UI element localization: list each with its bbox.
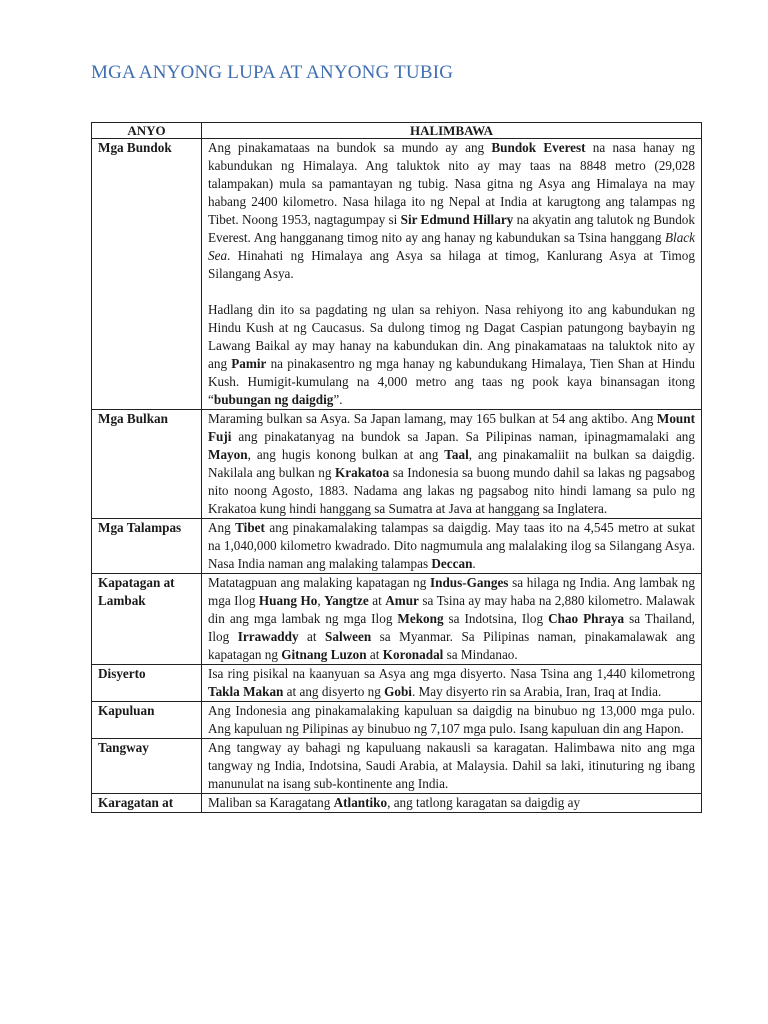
text-run: . Hinahati ng Himalaya ang Asya sa hilaga at timog, Kanlurang Asya at Timog Silangang Asya. bbox=[208, 248, 695, 281]
text-run: Matatagpuan ang malaking kapatagan ng bbox=[208, 575, 430, 590]
text-run: , bbox=[317, 593, 325, 608]
anyo-cell: Kapatagan at Lambak bbox=[92, 574, 202, 665]
bold-term: Chao Phraya bbox=[548, 611, 625, 626]
table-row bbox=[92, 739, 702, 794]
text-run: Isa ring pisikal na kaanyuan sa Asya ang mga disyerto. Nasa Tsina ang 1,440 kilometrong bbox=[208, 666, 695, 681]
halimbawa-cell bbox=[202, 665, 702, 702]
description-paragraph bbox=[208, 794, 695, 812]
anyo-cell: Disyerto bbox=[92, 665, 202, 702]
text-run: ang pinakatanyag na bundok sa Japan. Sa Pilipinas naman, ipinagmamalaki ang bbox=[231, 429, 695, 444]
text-run: at bbox=[368, 593, 386, 608]
bold-term: Sir Edmund Hillary bbox=[400, 212, 514, 227]
bold-term: Indus-Ganges bbox=[430, 575, 509, 590]
table-row bbox=[92, 574, 702, 665]
text-run: Ang bbox=[208, 520, 236, 535]
table-body bbox=[92, 139, 702, 813]
bold-term: Bundok Everest bbox=[491, 140, 586, 155]
description-paragraph bbox=[208, 739, 695, 793]
bold-term: bubungan ng daigdig bbox=[213, 392, 334, 407]
halimbawa-cell bbox=[202, 739, 702, 794]
text-run: ”. bbox=[333, 392, 343, 407]
header-halimbawa: HALIMBAWA bbox=[202, 123, 702, 139]
text-run: at ang disyerto ng bbox=[283, 684, 385, 699]
text-run: Maliban sa Karagatang bbox=[208, 795, 334, 810]
bold-term: Atlantiko bbox=[333, 795, 388, 810]
bold-term: Taal bbox=[444, 447, 469, 462]
bold-term: Pamir bbox=[231, 356, 267, 371]
table-header-row bbox=[92, 123, 702, 139]
description-paragraph bbox=[208, 519, 695, 573]
text-run: sa Indotsina, Ilog bbox=[443, 611, 549, 626]
bold-term: Takla Makan bbox=[208, 684, 284, 699]
header-anyo: ANYO bbox=[92, 123, 202, 139]
anyo-cell: Mga Talampas bbox=[92, 519, 202, 574]
anyo-cell: Mga Bulkan bbox=[92, 410, 202, 519]
bold-term: Deccan bbox=[431, 556, 473, 571]
text-run: sa Indonesia sa buong mundo dahil sa lakas ng pagsabog nito noong Agosto, 1883. Nadama ang lakas ng pagsabog nito hindi lamang sa pulo ng Krakatoa kung hindi hanggang sa Sumatra at Java at hanggang sa Inglatera. bbox=[208, 465, 695, 516]
table-row bbox=[92, 519, 702, 574]
description-paragraph bbox=[208, 301, 695, 409]
text-run: sa hilaga ng India. Ang lambak ng mga Ilog bbox=[208, 575, 695, 608]
halimbawa-cell bbox=[202, 139, 702, 410]
text-run: Ang pinakamataas na bundok sa mundo ay ang bbox=[208, 140, 492, 155]
halimbawa-cell bbox=[202, 794, 702, 813]
bold-term: Tibet bbox=[235, 520, 265, 535]
bold-term: Irrawaddy bbox=[237, 629, 299, 644]
text-run: Ang Indonesia ang pinakamalaking kapuluan sa daigdig na binubuo ng 13,000 mga pulo. Ang kapuluan ng Pilipinas ay binubuo ng 7,107 mga pulo. Isang kapuluan din ang Hapon. bbox=[208, 703, 695, 736]
bold-term: Salween bbox=[325, 629, 372, 644]
text-run: na pinakasentro ng mga hanay ng kabundukang Himalaya, Tien Shan at Hindu Kush. Humigit-kumulang na 4,000 metro ang taas ng pook kaya binansagan itong “ bbox=[208, 356, 695, 407]
text-run: na akyatin ang talutok ng Bundok Everest. Ang hangganang timog nito ay ang hanay ng kabundukan sa Tsina hanggang bbox=[208, 212, 695, 245]
landforms-table bbox=[91, 122, 702, 813]
bold-term: Mount Fuji bbox=[208, 411, 695, 444]
anyo-cell: Mga Bundok bbox=[92, 139, 202, 410]
bold-term: Mekong bbox=[397, 611, 444, 626]
table-row bbox=[92, 665, 702, 702]
anyo-cell: Tangway bbox=[92, 739, 202, 794]
text-run: Hadlang din ito sa pagdating ng ulan sa rehiyon. Nasa rehiyong ito ang kabundukan ng Hindu Kush at ng Caucasus. Sa dulong timog ng Dagat Caspian patungong baybayin ng Lawang Baikal ay may hanay na kabundukan din. Ang pinakamataas na taluktok nito ay ang bbox=[208, 302, 695, 371]
halimbawa-cell bbox=[202, 702, 702, 739]
text-run: sa Mindanao. bbox=[443, 647, 518, 662]
halimbawa-cell bbox=[202, 519, 702, 574]
bold-term: Koronadal bbox=[382, 647, 444, 662]
bold-term: Mayon bbox=[208, 447, 248, 462]
text-run: , ang pinakamaliit na bulkan sa daigdig. Nakilala ang bulkan ng bbox=[208, 447, 695, 480]
table-row bbox=[92, 410, 702, 519]
halimbawa-cell bbox=[202, 410, 702, 519]
document-title: MGA ANYONG LUPA AT ANYONG TUBIG bbox=[91, 62, 454, 83]
text-run: sa Myanmar. Sa Pilipinas naman, pinakamalawak ang kapatagan ng bbox=[208, 629, 695, 662]
bold-term: Amur bbox=[385, 593, 419, 608]
table-row bbox=[92, 794, 702, 813]
anyo-cell: Kapuluan bbox=[92, 702, 202, 739]
table-row bbox=[92, 139, 702, 410]
text-run: . May disyerto rin sa Arabia, Iran, Iraq at India. bbox=[411, 684, 662, 699]
text-run: sa Thailand, Ilog bbox=[208, 611, 695, 644]
text-run: sa Tsina ay may haba na 2,880 kilometro. Malawak din ang mga lambak ng mga Ilog bbox=[208, 593, 696, 626]
description-paragraph bbox=[208, 574, 695, 664]
bold-term: Gitnang Luzon bbox=[281, 647, 367, 662]
bold-term: Gobi bbox=[384, 684, 412, 699]
text-run: , ang hugis konong bulkan at ang bbox=[247, 447, 445, 462]
text-run: , ang tatlong karagatan sa daigdig ay bbox=[387, 795, 581, 810]
text-run: Ang tangway ay bahagi ng kapuluang nakausli sa karagatan. Halimbawa nito ang mga tangway ng India, Indotsina, Saudi Arabia, at Malaysia. Dahil sa laki, itinuturing ng ibang manunulat na isang sub-kontinente ang India. bbox=[208, 740, 695, 791]
italic-term: Black Sea bbox=[208, 230, 695, 263]
anyo-cell: Karagatan at bbox=[92, 794, 202, 813]
description-paragraph bbox=[208, 410, 695, 518]
bold-term: Huang Ho bbox=[258, 593, 318, 608]
halimbawa-cell bbox=[202, 574, 702, 665]
bold-term: Yangtze bbox=[324, 593, 369, 608]
text-run: . bbox=[472, 556, 476, 571]
table-row bbox=[92, 702, 702, 739]
text-run: na nasa hanay ng kabundukan ng Himalaya. Ang taluktok nito ay may taas na 8848 metro (29,028 talampakan) mula sa pamantayan ng tubig. Nasa gitna ng Asya ang Himalaya na may habang 2400 kilometro. Nasa hilaga ito ng Nepal at India at karugtong ang talampas ng Tibet. Noong 1953, nagtagumpay si bbox=[208, 140, 696, 227]
bold-term: Krakatoa bbox=[335, 465, 390, 480]
text-run: ang pinakamalaking talampas sa daigdig. May taas ito na 4,545 metro at sukat na 1,040,000 kilometro kwadrado. Dito nagmumula ang malalaking ilog sa Silangang Asya. Nasa India naman ang malaking talampas bbox=[208, 520, 695, 571]
description-paragraph bbox=[208, 702, 695, 738]
text-run: at bbox=[366, 647, 383, 662]
description-paragraph bbox=[208, 665, 695, 701]
description-paragraph bbox=[208, 139, 695, 283]
text-run: at bbox=[298, 629, 326, 644]
text-run: Maraming bulkan sa Asya. Sa Japan lamang, may 165 bulkan at 54 ang aktibo. Ang bbox=[208, 411, 657, 426]
